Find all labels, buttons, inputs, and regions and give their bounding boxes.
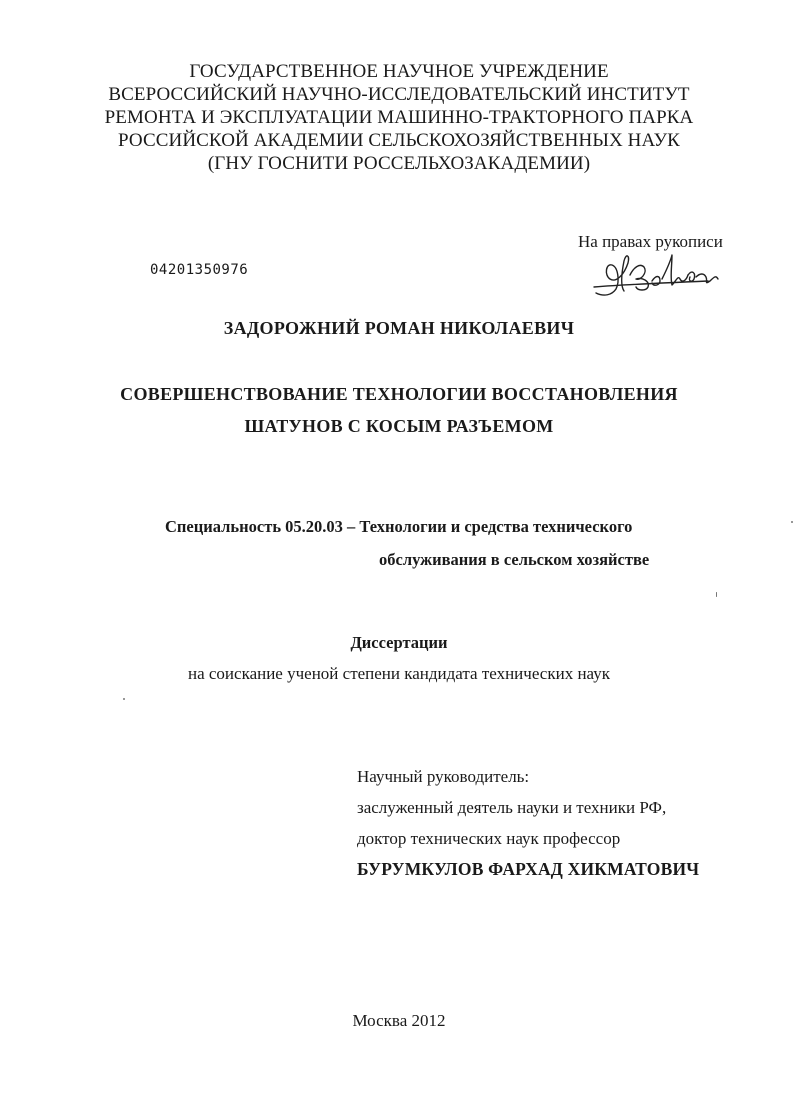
scan-speck bbox=[716, 592, 717, 597]
document-type: Диссертации bbox=[350, 633, 448, 652]
title-line: СОВЕРШЕНСТВОВАНИЕ ТЕХНОЛОГИИ ВОССТАНОВЛЕНИЯ bbox=[120, 384, 678, 404]
manuscript-rights-note: На правах рукописи bbox=[578, 232, 723, 251]
degree-statement: на соискание ученой степени кандидата технических наук bbox=[187, 664, 610, 683]
institution-line: РЕМОНТА И ЭКСПЛУАТАЦИИ МАШИННО-ТРАКТОРНОГО ПАРКА bbox=[104, 107, 694, 128]
institution-line: (ГНУ ГОСНИТИ РОССЕЛЬХОЗАКАДЕМИИ) bbox=[207, 153, 591, 174]
handwritten-signature bbox=[590, 245, 730, 305]
advisor-name: БУРУМКУЛОВ ФАРХАД ХИКМАТОВИЧ bbox=[357, 859, 700, 879]
advisor-label: Научный руководитель: bbox=[357, 767, 530, 786]
institution-line: РОССИЙСКОЙ АКАДЕМИИ СЕЛЬСКОХОЗЯЙСТВЕННЫХ НАУК bbox=[118, 130, 680, 151]
title-line: ШАТУНОВ С КОСЫМ РАЗЪЕМОМ bbox=[244, 416, 554, 436]
author-name: ЗАДОРОЖНИЙ РОМАН НИКОЛАЕВИЧ bbox=[223, 318, 575, 338]
registration-number: 04201350976 bbox=[150, 262, 249, 278]
specialty-line-1: Специальность 05.20.03 – Технологии и средства технического bbox=[165, 517, 633, 536]
dissertation-title bbox=[0, 378, 798, 442]
specialty-line-2: обслуживания в сельском хозяйстве bbox=[379, 550, 650, 569]
scan-speck bbox=[123, 698, 125, 700]
institution-line: ВСЕРОССИЙСКИЙ НАУЧНО-ИССЛЕДОВАТЕЛЬСКИЙ ИНСТИТУТ bbox=[108, 84, 690, 105]
advisor-rank: доктор технических наук профессор bbox=[357, 829, 621, 848]
place-and-year: Москва 2012 bbox=[352, 1011, 446, 1030]
institution-line: ГОСУДАРСТВЕННОЕ НАУЧНОЕ УЧРЕЖДЕНИЕ bbox=[189, 61, 609, 82]
scientific-advisor-block bbox=[357, 761, 699, 885]
institution-header bbox=[0, 60, 798, 175]
scan-speck bbox=[791, 521, 793, 523]
advisor-honor: заслуженный деятель науки и техники РФ, bbox=[357, 798, 667, 817]
